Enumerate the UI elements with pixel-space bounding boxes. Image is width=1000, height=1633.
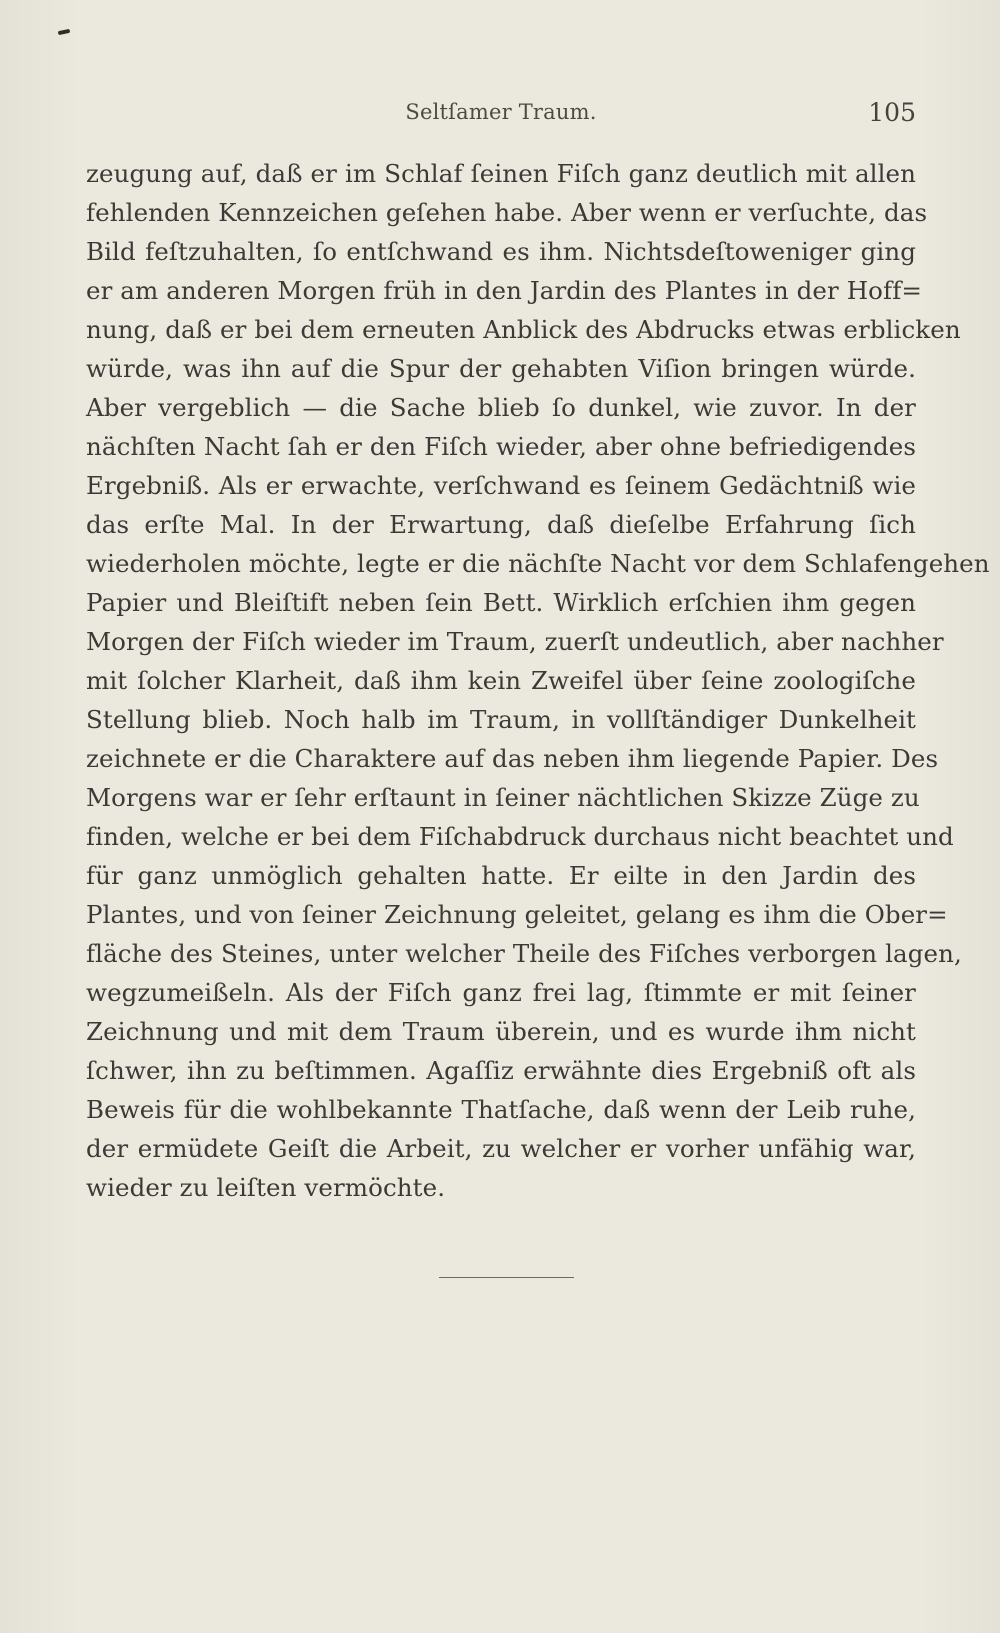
text-line: Bild feſtzuhalten, ſo entſchwand es ihm. Nichtsdeſtoweniger ging	[86, 237, 916, 266]
text-line: Plantes, und von ſeiner Zeichnung geleitet, gelang es ihm die Ober=	[86, 900, 948, 929]
text-line: wegzumeißeln. Als der Fiſch ganz frei lag, ſtimmte er mit ſeiner	[86, 978, 916, 1007]
body-text	[86, 154, 990, 1207]
text-line: fehlenden Kennzeichen geſehen habe. Aber wenn er verſuchte, das	[86, 198, 928, 227]
text-line: zeugung auf, daß er im Schlaf ſeinen Fiſch ganz deutlich mit allen	[86, 159, 916, 188]
text-line: wiederholen möchte, legte er die nächſte Nacht vor dem Schlafengehen	[86, 549, 990, 578]
text-line: zeichnete er die Charaktere auf das neben ihm liegende Papier. Des	[86, 744, 939, 773]
section-divider	[439, 1277, 574, 1278]
text-line: Papier und Bleiſtift neben ſein Bett. Wirklich erſchien ihm gegen	[86, 588, 916, 617]
text-line: Zeichnung und mit dem Traum überein, und es wurde ihm nicht	[86, 1017, 916, 1046]
text-line: fläche des Steines, unter welcher Theile des Fiſches verborgen lagen,	[86, 939, 962, 968]
text-line: Stellung blieb. Noch halb im Traum, in vollſtändiger Dunkelheit	[86, 705, 916, 734]
text-line: Morgen der Fiſch wieder im Traum, zuerſt undeutlich, aber nachher	[86, 627, 944, 656]
text-line: nächſten Nacht ſah er den Fiſch wieder, aber ohne befriedigendes	[86, 432, 916, 461]
text-line: Aber vergeblich — die Sache blieb ſo dunkel, wie zuvor. In der	[86, 393, 916, 422]
running-head	[86, 98, 916, 134]
text-line: Beweis für die wohlbekannte Thatſache, daß wenn der Leib ruhe,	[86, 1095, 916, 1124]
running-title: Seltſamer Traum.	[405, 100, 597, 124]
text-line: würde, was ihn auf die Spur der gehabten Viſion bringen würde.	[86, 354, 916, 383]
text-line: Ergebniß. Als er erwachte, verſchwand es ſeinem Gedächtniß wie	[86, 471, 916, 500]
text-line: Morgens war er ſehr erſtaunt in ſeiner nächtlichen Skizze Züge zu	[86, 783, 920, 812]
text-line: er am anderen Morgen früh in den Jardin des Plantes in der Hoff=	[86, 276, 922, 305]
ink-mark	[58, 29, 71, 35]
text-line: der ermüdete Geiſt die Arbeit, zu welcher er vorher unfähig war,	[86, 1134, 916, 1163]
text-line-final: wieder zu leiſten vermöchte.	[86, 1173, 446, 1202]
text-line: für ganz unmöglich gehalten hatte. Er eilte in den Jardin des	[86, 861, 916, 890]
text-line: das erſte Mal. In der Erwartung, daß dieſelbe Erfahrung ſich	[86, 510, 916, 539]
text-line: finden, welche er bei dem Fiſchabdruck durchaus nicht beachtet und	[86, 822, 954, 851]
text-line: mit ſolcher Klarheit, daß ihm kein Zweifel über ſeine zoologiſche	[86, 666, 916, 695]
text-line: nung, daß er bei dem erneuten Anblick des Abdrucks etwas erblicken	[86, 315, 961, 344]
text-line: ſchwer, ihn zu beſtimmen. Agaſſiz erwähnte dies Ergebniß oft als	[86, 1056, 916, 1085]
page-number: 105	[868, 98, 916, 127]
